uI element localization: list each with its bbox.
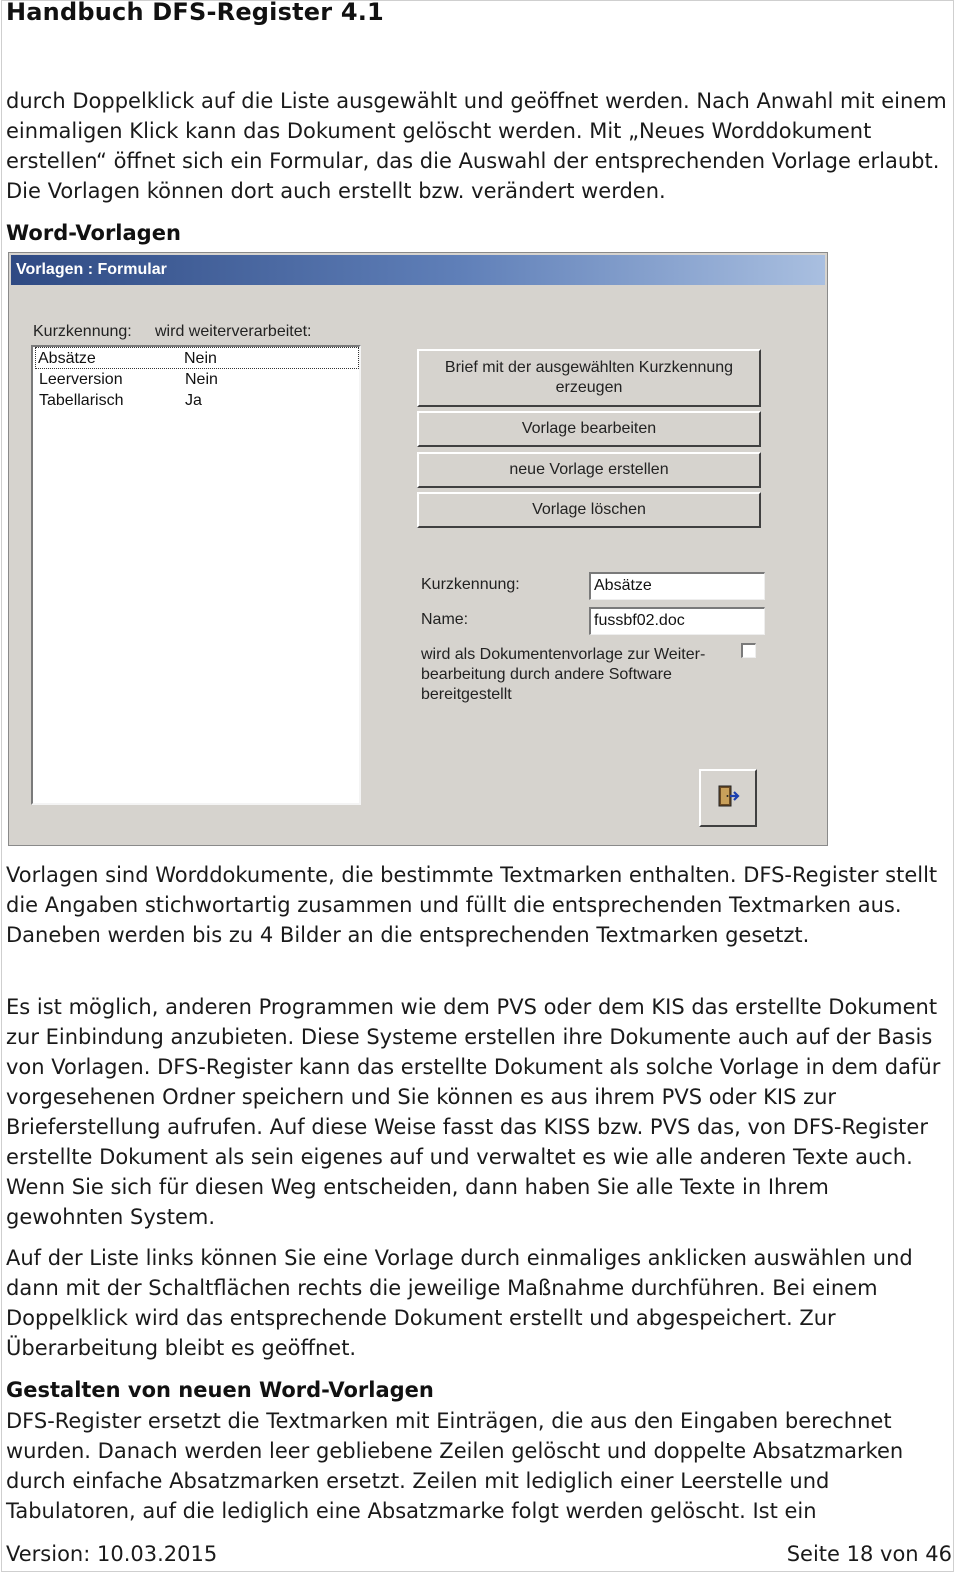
name-label: Name: [421,611,469,628]
paragraph-liste: Auf der Liste links können Sie eine Vorlage durch einmaliges anklicken auswählen und dann mit der Schaltflächen rechts die jeweilige Maßnahme durchführen. Bei einem Doppelklick wird das entsprechende Dokument erstellt und abgespeichert. Zur Überarbeitung bleibt es geöffnet. [6,1246,913,1360]
paragraph-gestalten: DFS-Register ersetzt die Textmarken mit Einträgen, die aus den Eingaben berechnet wurden. Danach werden leer gebliebene Zeilen gelöscht und doppelte Absatzmarken durch einfache Absatzmarken ersetzt. Zeilen mit lediglich einer Leerstelle und Tabulatoren, auf die lediglich eine Absatzmarke folgt werden gelöscht. Ist ein [6,1409,904,1523]
weiterbearbeitung-label: wird als Dokumentenvorlage zur Weiterbearbeitung durch andere Software bereitgestellt [421,646,706,703]
paragraph-vorlagen: Vorlagen sind Worddokumente, die bestimmte Textmarken enthalten. DFS-Register stellt die Angaben stichwortartig zusammen und füllt die entsprechenden Textmarken aus. Daneben werden bis zu 4 Bilder an die entsprechenden Textmarken gesetzt. [6,863,938,947]
brief-erzeugen-button[interactable]: Brief mit der ausgewählten Kurzkennung erzeugen [417,349,761,407]
vorlagen-dialog-screenshot [8,252,828,846]
list-item-kurzkennung: Leerversion [39,371,123,388]
kurzkennung-label: Kurzkennung: [421,576,520,593]
list-item[interactable] [37,390,357,412]
name-field[interactable]: fussbf02.doc [589,607,765,635]
list-item-weiter: Nein [184,350,217,367]
footer-version: Version: 10.03.2015 [6,1542,218,1566]
vorlage-bearbeiten-button[interactable]: Vorlage bearbeiten [417,411,761,447]
paragraph-moeglich: Es ist möglich, anderen Programmen wie dem PVS oder dem KIS das erstellte Dokument zur Einbindung anzubieten. Diese Systeme erstellen ihre Dokumente auch auf der Basis von Vorlagen. DFS-Register kann das erstellte Dokument als solche Vorlage in dem dafür vorgesehenen Ordner speichern und Sie können es aus ihrem PVS oder KIS zur Brieferstellung aufrufen. Auf diese Weise fasst das KISS bzw. PVS das, von DFS-Register erstellte Dokument als sein eigenes auf und verwaltet es wie alle anderen Texte auch. Wenn Sie sich für diesen Weg entscheiden, dann haben Sie alle Texte in Ihrem gewohnten System. [6,995,941,1229]
list-item[interactable] [37,369,357,391]
exit-door-icon [715,783,741,814]
list-item-weiter: Nein [185,371,218,388]
intro-paragraph: durch Doppelklick auf die Liste ausgewählt und geöffnet werden. Nach Anwahl mit einem einmaligen Klick kann das Dokument gelöscht werden. Mit „Neues Worddokument erstellen“ öffnet sich ein Formular, das die Auswahl der entsprechenden Vorlage erlaubt. Die Vorlagen können dort auch erstellt bzw. verändert werden. [6,89,947,203]
section-heading-gestalten: Gestalten von neuen Word-Vorlagen [6,1378,434,1402]
footer-page-number: Seite 18 von 46 [786,1542,952,1566]
section-heading-word-vorlagen: Word-Vorlagen [6,221,181,245]
kurzkennung-field[interactable]: Absätze [589,572,765,600]
list-item-kurzkennung: Tabellarisch [39,392,124,409]
weiterbearbeitung-checkbox[interactable] [741,643,756,658]
list-header-kurzkennung: Kurzkennung: [33,323,132,340]
dialog-title: Vorlagen : Formular [11,255,825,285]
list-item-kurzkennung: Absätze [38,350,96,367]
neue-vorlage-button[interactable]: neue Vorlage erstellen [417,452,761,488]
list-item-weiter: Ja [185,392,202,409]
list-item[interactable] [35,347,359,369]
document-title: Handbuch DFS-Register 4.1 [6,0,384,26]
vorlagen-listbox[interactable] [31,345,361,805]
exit-button[interactable] [699,769,757,827]
list-header-weiterverarbeitet: wird weiterverarbeitet: [155,323,312,340]
vorlage-loeschen-button[interactable]: Vorlage löschen [417,492,761,528]
